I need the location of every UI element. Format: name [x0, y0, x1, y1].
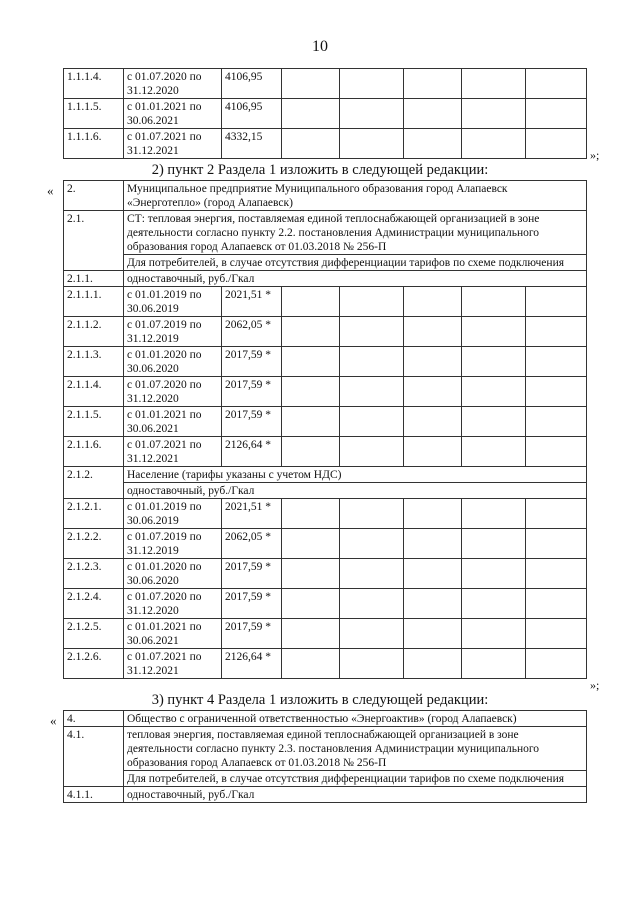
row-code: 2.1.1.6.: [64, 437, 124, 467]
table-row: [64, 529, 587, 559]
table-row: [64, 255, 587, 271]
table-row: [64, 129, 587, 159]
table-row: [64, 619, 587, 649]
row-period: с 01.07.2020 по 31.12.2020: [124, 69, 222, 99]
tariff-table-1: [63, 68, 587, 159]
table-row: [64, 711, 587, 727]
table-row: [64, 317, 587, 347]
row-period: с 01.07.2020 по 31.12.2020: [124, 377, 222, 407]
row-period: с 01.01.2021 по 30.06.2021: [124, 99, 222, 129]
row-code: 2.1.2.3.: [64, 559, 124, 589]
table-row: [64, 407, 587, 437]
organization-name: Общество с ограниченной ответственностью «Энергоактив» (город Алапаевск): [124, 711, 587, 727]
row-period: с 01.01.2019 по 30.06.2019: [124, 499, 222, 529]
table-row: [64, 467, 587, 483]
table-row: [64, 377, 587, 407]
table-row: [64, 727, 587, 771]
row-period: с 01.01.2020 по 30.06.2020: [124, 559, 222, 589]
table-row: [64, 69, 587, 99]
row-value: 2017,59 *: [222, 407, 282, 437]
row-code: 1.1.1.6.: [64, 129, 124, 159]
row-code: 1.1.1.4.: [64, 69, 124, 99]
row-period: с 01.07.2020 по 31.12.2020: [124, 589, 222, 619]
table-row: [64, 589, 587, 619]
organization-name: Муниципальное предприятие Муниципального образования город Алапаевск «Энерготепло» (город Алапаевск): [124, 181, 587, 211]
consumer-group: Население (тарифы указаны с учетом НДС): [124, 467, 587, 483]
row-period: с 01.07.2021 по 31.12.2021: [124, 437, 222, 467]
row-code: 2.1.1.1.: [64, 287, 124, 317]
row-code: 2.1.2.1.: [64, 499, 124, 529]
service-description: тепловая энергия, поставляемая единой теплоснабжающей организацией в зоне деятельности согласно пункту 2.3. постановления Администрации муниципального образования город Алапаевск от 01.03.2018 № 256-П: [124, 727, 587, 771]
row-code: 4.1.: [64, 727, 124, 787]
section-heading-2: 2) пункт 2 Раздела 1 изложить в следующей редакции:: [151, 162, 489, 178]
row-value: 4106,95: [222, 99, 282, 129]
row-code: 1.1.1.5.: [64, 99, 124, 129]
table-row: [64, 499, 587, 529]
row-code: 2.1.2.5.: [64, 619, 124, 649]
row-period: с 01.07.2021 по 31.12.2021: [124, 649, 222, 679]
table-row: [64, 181, 587, 211]
table-row: [64, 559, 587, 589]
row-period: с 01.07.2019 по 31.12.2019: [124, 529, 222, 559]
row-period: с 01.07.2019 по 31.12.2019: [124, 317, 222, 347]
row-period: с 01.01.2020 по 30.06.2020: [124, 347, 222, 377]
row-code: 2.1.1.5.: [64, 407, 124, 437]
row-code: 2.1.1.2.: [64, 317, 124, 347]
row-value: 4106,95: [222, 69, 282, 99]
service-description: СТ: тепловая энергия, поставляемая единой теплоснабжающей организацией в зоне деятельности согласно пункту 2.2. постановления Администрации муниципального образования город Алапаевск от 01.03.2018 № 256-П: [124, 211, 587, 255]
row-code: 2.1.: [64, 211, 124, 271]
row-period: с 01.07.2021 по 31.12.2021: [124, 129, 222, 159]
table-row: [64, 347, 587, 377]
row-period: с 01.01.2021 по 30.06.2021: [124, 619, 222, 649]
consumer-group: Для потребителей, в случае отсутствия дифференциации тарифов по схеме подключения: [124, 255, 587, 271]
table-row: [64, 437, 587, 467]
rate-type: одноставочный, руб./Гкал: [124, 483, 587, 499]
row-code: 2.1.2.4.: [64, 589, 124, 619]
opening-quote-mark: «: [50, 713, 57, 728]
row-period: с 01.01.2021 по 30.06.2021: [124, 407, 222, 437]
row-value: 2062,05 *: [222, 317, 282, 347]
row-code: 4.1.1.: [64, 787, 124, 803]
row-value: 2017,59 *: [222, 619, 282, 649]
rate-type: одноставочный, руб./Гкал: [124, 271, 587, 287]
rate-type: одноставочный, руб./Гкал: [124, 787, 587, 803]
table-row: [64, 211, 587, 255]
opening-quote-mark: «: [47, 183, 54, 198]
row-value: 2017,59 *: [222, 347, 282, 377]
table-row: [64, 271, 587, 287]
table-row: [64, 771, 587, 787]
table-row: [64, 483, 587, 499]
tariff-table-2: [63, 180, 587, 679]
closing-quote-mark: »;: [590, 148, 600, 162]
row-code: 2.1.2.6.: [64, 649, 124, 679]
row-value: 4332,15: [222, 129, 282, 159]
row-value: 2062,05 *: [222, 529, 282, 559]
consumer-group: Для потребителей, в случае отсутствия дифференциации тарифов по схеме подключения: [124, 771, 587, 787]
row-value: 2021,51 *: [222, 287, 282, 317]
row-value: 2017,59 *: [222, 589, 282, 619]
row-code: 2.1.1.4.: [64, 377, 124, 407]
table-row: [64, 787, 587, 803]
row-value: 2126,64 *: [222, 649, 282, 679]
table-row: [64, 99, 587, 129]
row-code: 2.1.2.: [64, 467, 124, 499]
page-number: 10: [312, 38, 328, 55]
table-row: [64, 649, 587, 679]
table-row: [64, 287, 587, 317]
row-value: 2021,51 *: [222, 499, 282, 529]
row-value: 2017,59 *: [222, 559, 282, 589]
row-code: 2.1.2.2.: [64, 529, 124, 559]
row-value: 2126,64 *: [222, 437, 282, 467]
closing-quote-mark: »;: [590, 678, 600, 692]
tariff-table-3: [63, 710, 587, 803]
section-heading-3: 3) пункт 4 Раздела 1 изложить в следующей редакции:: [151, 692, 489, 708]
row-code: 2.: [64, 181, 124, 211]
row-code: 2.1.1.3.: [64, 347, 124, 377]
row-value: 2017,59 *: [222, 377, 282, 407]
row-period: с 01.01.2019 по 30.06.2019: [124, 287, 222, 317]
row-code: 4.: [64, 711, 124, 727]
row-code: 2.1.1.: [64, 271, 124, 287]
